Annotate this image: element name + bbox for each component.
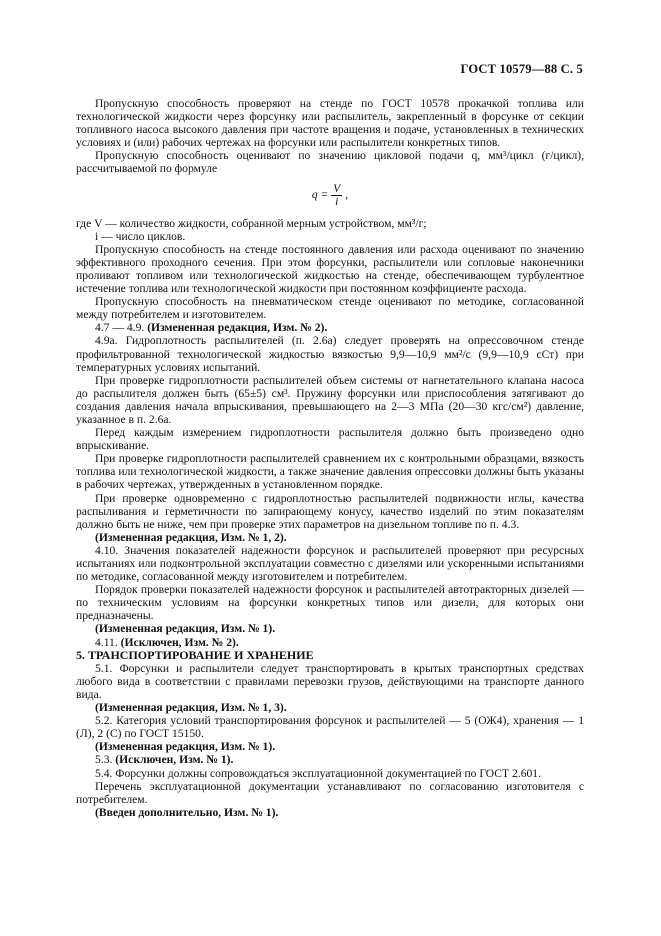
paragraph: Пропускную способность на пневматическом стенде оценивают по методике, согласованной между потребителем и изготовителем.: [76, 295, 584, 322]
paragraph: Пропускную способность оценивают по значению цикловой подачи q, мм³/цикл (г/цикл), рассчитываемой по формуле: [76, 149, 584, 176]
section-title: 5. ТРАНСПОРТИРОВАНИЕ И ХРАНЕНИЕ: [76, 647, 314, 662]
paragraph: Перечень эксплуатационной документации устанавливают по согласованию изготовителя с потребителем.: [76, 779, 584, 806]
formula-denominator: i: [335, 195, 339, 208]
amendment-note: (Измененная редакция, Изм. № 1).: [95, 740, 276, 754]
formula-numerator: V: [333, 182, 341, 195]
clause-number: 4.11.: [95, 635, 118, 649]
paragraph: При проверке гидроплотности распылителей объем системы от нагнетательного клапана насоса до распылителя должен быть (65±5) см³. Пружину форсунки или приспособления затягивают до создания давления начала впрыскивания, превышающего на 2—3 МПа (20—30 кгс/см²) давление, указанное в п. 2.6а.: [76, 373, 584, 426]
paragraph: [76, 753, 584, 766]
paragraph: Пропускную способность проверяют на стенде по ГОСТ 10578 прокачкой топлива или технологической жидкости через форсунку или распылитель, закрепленный в форсунке от секции топливного насоса высокого давления при частоте вращения и подаче, установленных в технических условиях и (или) рабочих чертежах на форсунки или распылители конкретных типов.: [76, 97, 584, 150]
amendment-note: (Исключен, Изм. № 1).: [115, 753, 234, 767]
formula: [76, 183, 584, 208]
amendment-note: (Измененная редакция, Изм. № 1).: [95, 622, 276, 636]
amendment-note: (Введен дополнительно, Изм. № 1).: [95, 805, 279, 819]
amendment-note: (Исключен, Изм. № 2).: [120, 635, 239, 649]
page-header: ГОСТ 10579—88 С. 5: [460, 62, 583, 76]
paragraph: 4.9а. Гидроплотность распылителей (п. 2.6а) следует проверять на опрессовочном стенде профильтрованной технологической жидкостью вязкостью 9,9—10,9 мм²/с (9,9—10,9 сСт) при температурных условиях испытаний.: [76, 334, 584, 374]
paragraph: Пропускную способность на стенде постоянного давления или расхода оценивают по значению эффективного проходного сечения. При этом форсунки, распылители или сопловые наконечники проливают топливом или технологической жидкостью на стенде, обеспечивающем турбулентное истечение топлива или технологической жидкости при постоянном коэффициенте расхода.: [76, 242, 584, 296]
clause-number: 5.3.: [95, 753, 113, 767]
formula-comma: ,: [345, 188, 349, 201]
paragraph: i — число циклов.: [95, 229, 186, 243]
amendment-note: (Измененная редакция, Изм. № 2).: [147, 321, 328, 335]
paragraph: [76, 321, 584, 334]
paragraph: При проверке одновременно с гидроплотностью распылителей подвижности иглы, качества распыливания и герметичности по запирающему конусу, качество изделий по этим показателям должно быть не ниже, чем при проверке этих параметров на дизельном топливе по п. 4.3.: [76, 491, 584, 531]
paragraph: 4.10. Значения показателей надежности форсунок и распылителей проверяют при ресурсных испытаниях или подконтрольной эксплуатации совместно с дизелями или ускоренными испытаниями по методике, согласованной между изготовителем и потребителем.: [76, 543, 584, 584]
paragraph: 5.2. Категория условий транспортирования форсунок и распылителей — 5 (ОЖ4), хранения — 1 (Л), 2 (С) по ГОСТ 15150.: [76, 714, 584, 741]
document-body: [76, 97, 584, 819]
paragraph: 5.1. Форсунки и распылители следует транспортировать в крытых транспортных средствах любого вида в соответствии с правилами перевозки грузов, действующими на транспорте данного вида.: [76, 661, 584, 701]
paragraph: где V — количество жидкости, собранной мерным устройством, мм³/г;: [76, 216, 427, 230]
paragraph: Перед каждым измерением гидроплотности распылителя должно быть произведено одно впрыскивание.: [76, 426, 584, 453]
formula-fraction: [331, 183, 342, 208]
paragraph: При проверке гидроплотности распылителей сравнением их с контрольными образцами, вязкость топлива или технологической жидкости, а также значение давления опрессовки должны быть указаны в рабочих чертежах, утвержденных в установленном порядке.: [76, 452, 584, 492]
clause-number: 4.7 — 4.9.: [95, 321, 145, 335]
paragraph: [76, 636, 584, 649]
formula-lhs: q =: [311, 188, 329, 201]
amendment-note: (Измененная редакция, Изм. № 1, 3).: [95, 701, 287, 715]
paragraph: Порядок проверки показателей надежности форсунок и распылителей автотракторных дизелей — по техническим условиям на форсунки конкретных типов или дизели, для которых они предназначены.: [76, 583, 584, 623]
amendment-note: (Измененная редакция, Изм. № 1, 2).: [95, 530, 287, 544]
paragraph: 5.4. Форсунки должны сопровождаться эксплуатационной документацией по ГОСТ 2.601.: [95, 766, 541, 780]
